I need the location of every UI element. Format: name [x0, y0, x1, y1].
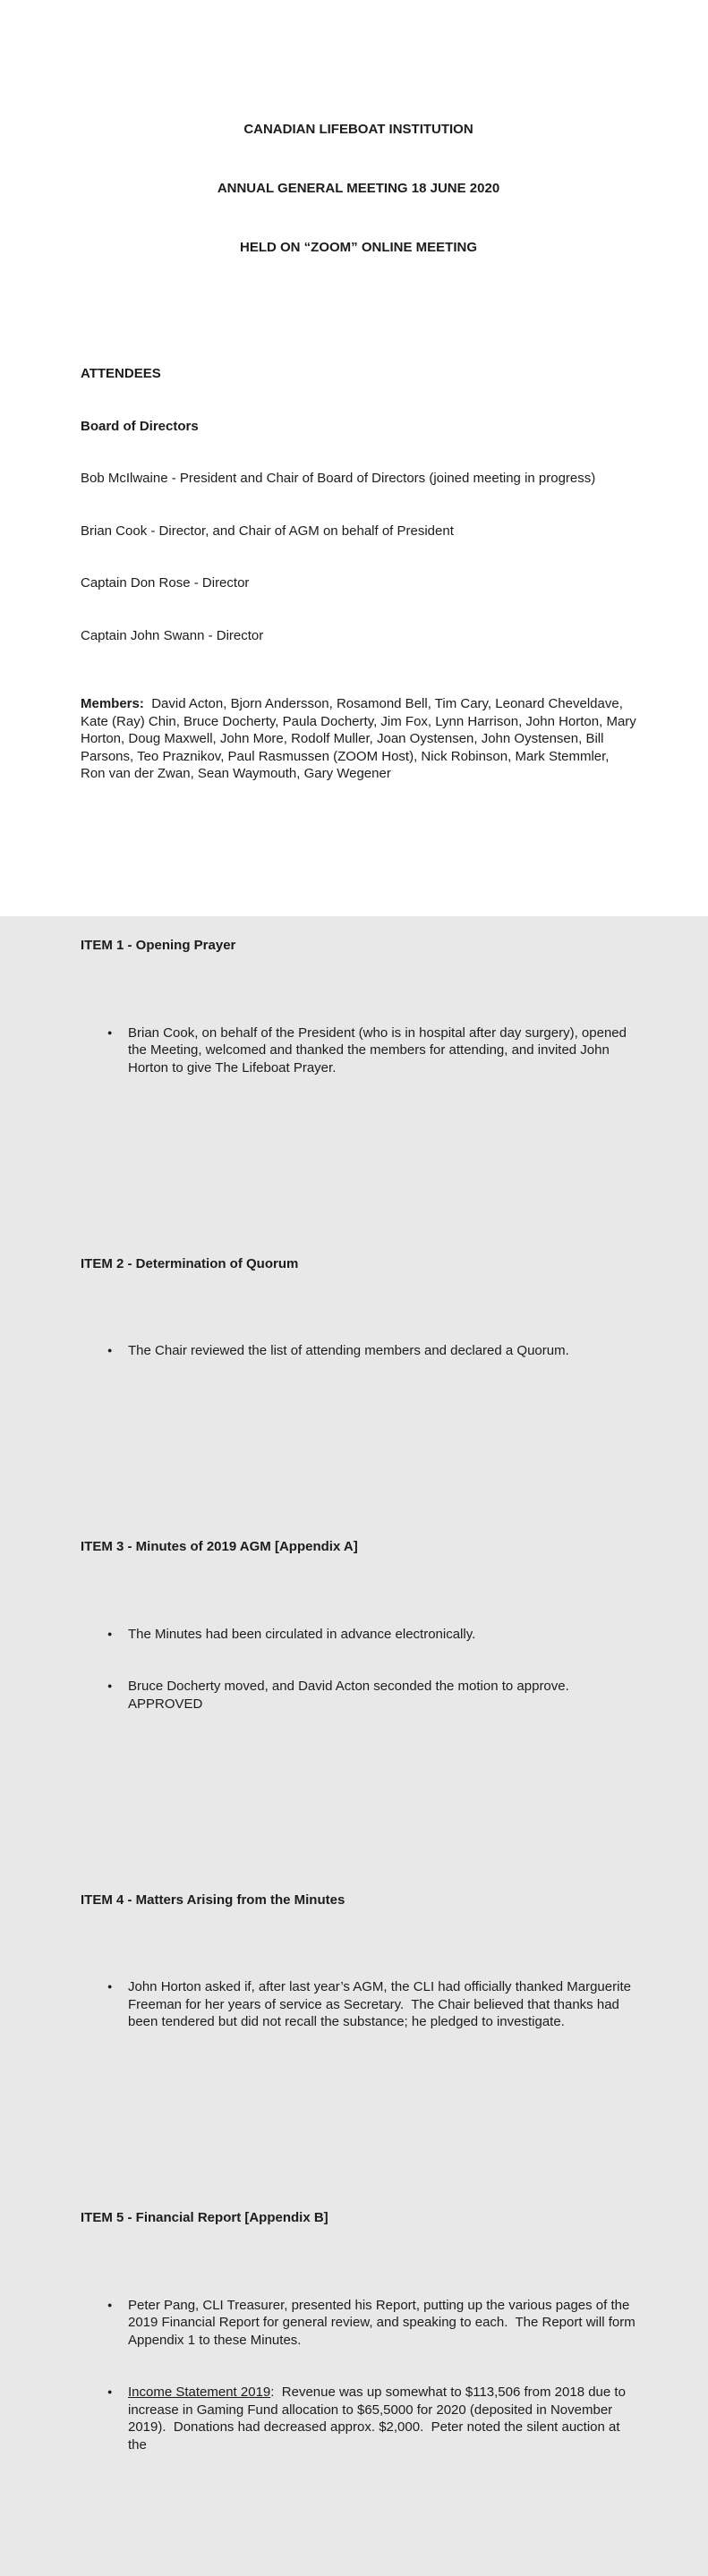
agenda-item-5 — [81, 2174, 639, 2523]
members-label: Members: — [81, 696, 144, 711]
bullet-list — [81, 1591, 636, 1748]
bullet-icon: ● — [107, 1681, 113, 1690]
director-line: Captain John Swann - Director — [81, 627, 264, 643]
bullet-item — [81, 1024, 636, 1077]
director-line: Bob McIlwaine - President and Chair of Board of Directors (joined meeting in progress) — [81, 471, 596, 486]
attendees-section — [81, 297, 640, 818]
members-paragraph — [81, 695, 640, 783]
bullet-item — [81, 1978, 636, 2031]
title-line-2: ANNUAL GENERAL MEETING 18 JUNE 2020 — [217, 181, 500, 196]
bullet-text: Brian Cook, on behalf of the President (who is in hospital after day surgery), opened the Meeting, welcomed and thanked the members for attending, and invited John Horton to give The Lifeboat Prayer. — [128, 1024, 631, 1075]
members-names: David Acton, Bjorn Andersson, Rosamond Bell, Tim Cary, Leonard Cheveldave, Kate (Ray) Chin, Bruce Docherty, Paula Docherty, Jim Fox, Lynn Harrison, John Horton, Mary Horton, Doug Maxwell, John More, Rodolf Muller, Joan Oystensen, John Oystensen, Bill Parsons, Teo Praznikov, Paul Rasmussen (ZOOM Host), Nick Robinson, Mark Stemmler, Ron van der Zwan, Sean Waymouth, Gary Wegener — [81, 696, 640, 781]
bullet-icon: ● — [107, 1027, 113, 1037]
item-heading: ITEM 5 - Financial Report [Appendix B] — [81, 2210, 328, 2225]
bullet-item — [81, 1342, 636, 1360]
title-line-1: CANADIAN LIFEBOAT INSTITUTION — [243, 122, 473, 137]
bullet-text: : Revenue was up somewhat to $113,506 from 2018 due to increase in Gaming Fund allocation to $65,5000 for 2020 (deposited in November 2019). Donations had decreased approx. $2,000. Peter noted the silent auction at the — [128, 2385, 630, 2453]
bullet-item — [81, 2297, 639, 2350]
bullet-item — [81, 1626, 636, 1644]
bullet-icon: ● — [107, 1346, 113, 1355]
agenda-item-4 — [81, 1857, 636, 2101]
agenda-items — [81, 818, 639, 2576]
bullet-item — [81, 1678, 636, 1713]
board-of-directors-heading: Board of Directors — [81, 418, 199, 434]
bullet-icon: ● — [107, 1982, 113, 1991]
bullet-text: The Minutes had been circulated in advance electronically. — [128, 1626, 476, 1642]
bullet-icon: ● — [107, 2300, 113, 2309]
bullet-text: Peter Pang, CLI Treasurer, presented his Report, putting up the various pages of the 2019 Financial Report for general review, and speaking to each. The Report will form Appendix 1 to these Minutes. — [128, 2297, 639, 2348]
item-heading: ITEM 1 - Opening Prayer — [81, 938, 236, 953]
attendees-heading: ATTENDEES — [81, 366, 161, 381]
agenda-item-2 — [81, 1220, 636, 1430]
item-heading: ITEM 4 - Matters Arising from the Minutes — [81, 1892, 345, 1908]
bullet-text: Bruce Docherty moved, and David Acton seconded the motion to approve. APPROVED — [128, 1679, 576, 1712]
bullet-list — [81, 2262, 639, 2489]
title-line-3: HELD ON “ZOOM” ONLINE MEETING — [240, 240, 477, 255]
bullet-list — [81, 990, 636, 1112]
document-title — [81, 81, 636, 297]
bullet-text: John Horton asked if, after last year’s AGM, the CLI had officially thanked Marguerite Freeman for her years of service as Secretary. The Chair believed that thanks had been tendered but did not recall the substance; he pledged to investigate. — [128, 1979, 635, 2029]
agenda-item-3 — [81, 1503, 636, 1782]
director-line: Captain Don Rose - Director — [81, 575, 250, 591]
agenda-item-1 — [81, 902, 636, 1146]
bullet-item — [81, 2384, 636, 2453]
underlined-lead: Income Statement 2019 — [128, 2385, 271, 2400]
director-line: Brian Cook - Director, and Chair of AGM on behalf of President — [81, 523, 454, 539]
item-heading: ITEM 2 - Determination of Quorum — [81, 1255, 299, 1271]
bullet-list — [81, 1307, 636, 1395]
bullet-icon: ● — [107, 1628, 113, 1638]
bullet-icon: ● — [107, 2387, 113, 2396]
bullet-list — [81, 1943, 636, 2066]
bullet-text: The Chair reviewed the list of attending members and declared a Quorum. — [128, 1343, 569, 1358]
item-heading: ITEM 3 - Minutes of 2019 AGM [Appendix A] — [81, 1539, 358, 1554]
